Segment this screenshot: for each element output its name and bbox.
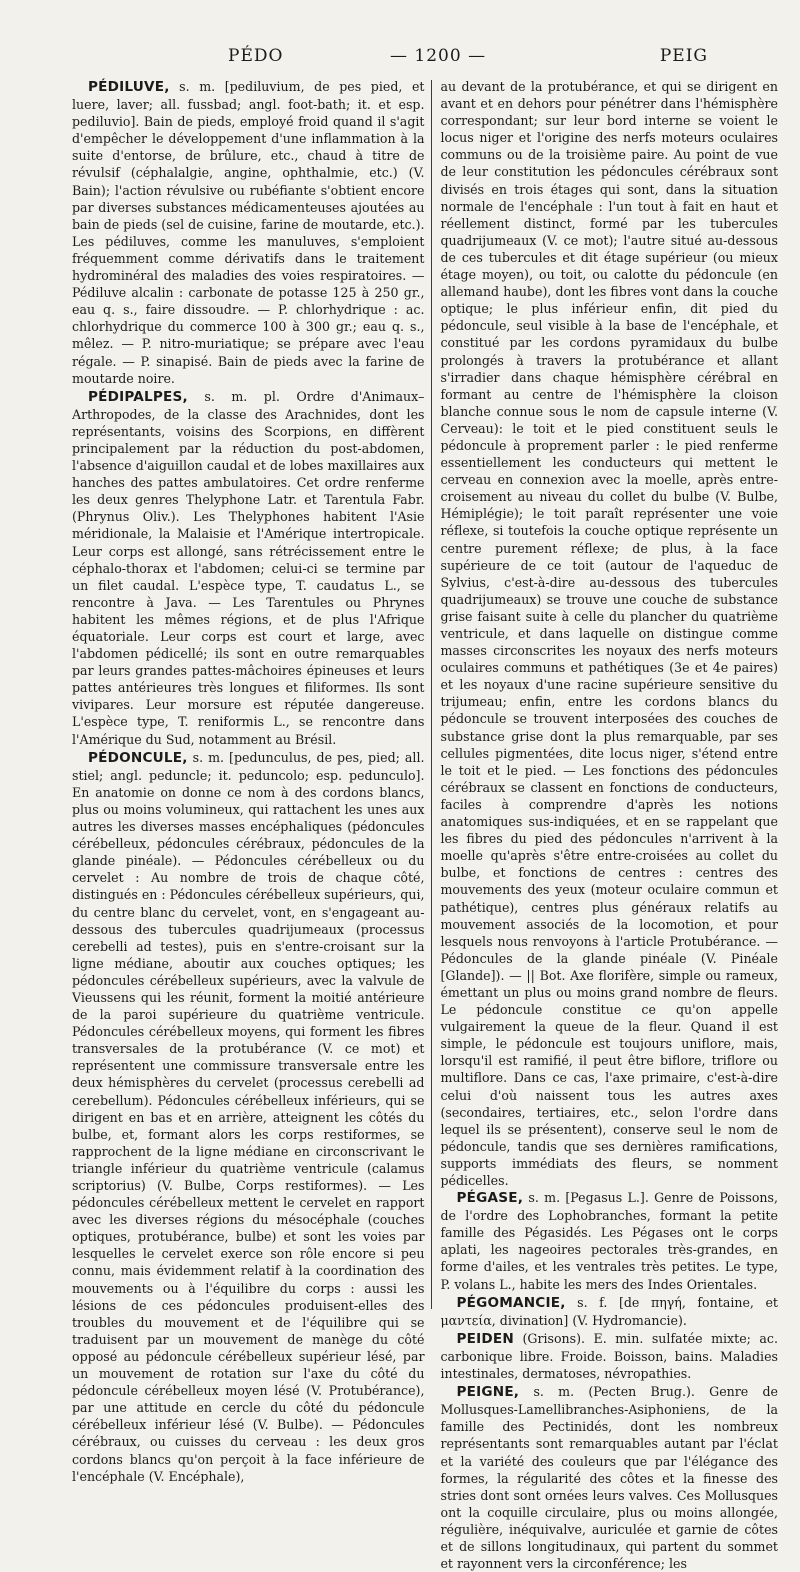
entry-pediluve xyxy=(72,78,424,387)
entry-text: s. m. [pediluvium, de pes pied, et luere, laver; all. fussbad; angl. foot-bath; it. et esp. pediluvio]. Bain de pieds, employé froid quand il s'agit d'empêcher le développement d'une inflammation à la suite d'entorse, de brûlure, etc., chaud à titre de révulsif (céphalalgie, angine, ophthalmie, etc.) (V. Bain); l'action révulsive ou rubéfiante s'obtient encore par diverses substances médicamenteuses ajoutées au bain de pieds (sel de cuisine, farine de moutarde, etc.). Les pédiluves, comme les manuluves, s'emploient fréquemment comme dérivatifs dans le traitement hydrominéral des maladies des voies respiratoires. — Pédiluve alcalin : carbonate de potasse 125 à 250 gr., eau q. s., faire dissoudre. — P. chlorhydrique : ac. chlorhydrique du commerce 100 à 300 gr.; eau q. s., mêlez. — P. nitro-muriatique; se prépare avec l'eau régale. — P. sinapisé. Bain de pieds avec la farine de moutarde noire. xyxy=(72,79,425,386)
entry-text: s. m. [pedunculus, de pes, pied; all. stiel; angl. peduncle; it. peduncolo; esp. pedunculo]. En anatomie on donne ce nom à des cordons blancs, plus ou moins volumineux, qui rattachent les unes aux autres les diverses masses encéphaliques (pédoncules cérébelleux, pédoncules cérébraux, pédoncules de la glande pinéale). — Pédoncules cérébelleux ou du cervelet : Au nombre de trois de chaque côté, distingués en : Pédoncules cérébelleux supérieurs, qui, du centre blanc du cervelet, vont, en s'engageant au-dessous des tubercules quadrijumeaux (processus cerebelli ad testes), puis en s'entre-croisant sur la ligne médiane, aboutir aux couches optiques; les pédoncules cérébelleux supérieurs, avec la valvule de Vieussens qui les réunit, forment la moitié antérieure de la paroi supérieure du quatrième ventricule. Pédoncules cérébelleux moyens, qui forment les fibres transversales de la protubérance (V. ce mot) et représentent une commissure transversale entre les deux hémisphères du cervelet (processus cerebelli ad cerebellum). Pédoncules cérébelleux inférieurs, qui se dirigent en bas et en arrière, atteignent les côtés du bulbe, et, formant alors les corps restiformes, se rapprochent de la ligne médiane en circonscrivant le triangle inférieur du quatrième ventricule (calamus scriptorius) (V. Bulbe, Corps restiformes). — Les pédoncules cérébelleux mettent le cervelet en rapport avec les diverses régions du mésocéphale (couches optiques, protubérance, bulbe) et sont les voies par lesquelles le cervelet exerce son rôle encore si peu connu, mais évidemment relatif à la coordination des mouvements ou à l'équilibre du corps : aussi les lésions de ces pédoncules produisent-elles des troubles du mouvement et de l'équilibre qui se traduisent par un mouvement de manège du côté opposé au pédoncule cérébelleux supérieur lésé, par un mouvement de rotation sur l'axe du côté du pédoncule cérébelleux moyen lésé (V. Protubérance), par une attitude en cercle du côté du pédoncule cérébelleux inférieur lésé (V. Bulbe). — Pédoncules cérébraux, ou cuisses du cerveau : les deux gros cordons blancs qu'on perçoit à la face inférieure de l'encéphale (V. Encéphale), xyxy=(72,749,425,1484)
entry-text: s. m. [Pegasus L.]. Genre de Poissons, de l'ordre des Lophobranches, formant la petite famille des Pégasidés. Les Pégases ont le corps aplati, les nageoires pectorales très-grandes, en forme d'ailes, et les ventrales très petites. Le type, P. volans L., habite les mers des Indes Orientales. xyxy=(440,1190,778,1292)
headword: PÉDIPALPES, xyxy=(88,388,188,405)
text-columns xyxy=(72,78,778,1572)
entry-text: s. m. (Pecten Brug.). Genre de Mollusques-Lamellibranches-Asiphoniens, de la famille des Pectinidés, dont les nombreux représentants sont remarquables autant par l'éclat et la variété des couleurs que par l'élégance des formes, la régularité des côtes et la finesse des stries dont sont ornées leurs valves. Ces Mollusques ont la coquille circulaire, plus ou moins allongée, régulière, inéquivalve, auriculée et garnie de côtes et de sillons longitudinaux, qui partent du sommet et rayonnent vers la circonférence; les xyxy=(440,1384,778,1572)
entry-text: (Grisons). E. min. sulfatée mixte; ac. carbonique libre. Froide. Boisson, bains. Maladies intestinales, dermatoses, névropathies. xyxy=(440,1330,778,1382)
entry-peiden xyxy=(440,1330,778,1382)
running-head xyxy=(72,46,778,72)
entry-text: au devant de la protubérance, et qui se dirigent en avant et en dehors pour pénétrer dans l'hémisphère correspondant; sur leur bord interne se voient le locus niger et l'origine des nerfs moteurs oculaires communs ou de la troisième paire. Au point de vue de leur constitution les pédoncules cérébraux sont divisés en trois étages qui sont, dans la situation normale de l'encéphale : l'un tout à fait en haut et réellement distinct, formé par les tubercules quadrijumeaux (V. ce mot); l'autre situé au-dessous de ces tubercules et dit étage supérieur (ou mieux étage moyen), ou toit, ou calotte du pédoncule (en allemand haube), dont les fibres vont dans la couche optique; le plus inférieur enfin, dit pied du pédoncule, seul visible à la base de l'encéphale, et constitué par les cordons pyramidaux du bulbe prolongés à travers la protubérance et allant s'irradier dans chaque hémisphère cérébral en formant au centre de l'hémisphère la cloison blanche connue sous le nom de capsule interne (V. Cerveau): le toit et le pied constituent seuls le pédoncule à proprement parler : le pied renferme essentiellement les conducteurs qui mettent le cerveau en connexion avec la moelle, après entre-croisement au niveau du collet du bulbe (V. Bulbe, Hémiplégie); le toit paraît représenter une voie réflexe, si toutefois la couche optique représente un centre purement réflexe; de plus, à la face supérieure de ce toit (autour de l'aqueduc de Sylvius, c'est-à-dire au-dessous des tubercules quadrijumeaux) se trouve une couche de substance grise faisant suite à celle du plancher du quatrième ventricule, et dans laquelle on distingue comme masses circonscrites les noyaux des nerfs moteurs oculaires communs et pathétiques (3e et 4e paires) et les noyaux d'une racine supérieure sensitive du trijumeau; enfin, entre les cordons blancs du pédoncule se trouvent interposées des couches de substance grise dont la plus remarquable, par ses cellules pigmentées, dite locus niger, s'étend entre le toit et le pied. — Les fonctions des pédoncules cérébraux se classent en fonctions de conducteurs, faciles à comprendre d'après les notions anatomiques sus-indiquées, et en se rappelant que les fibres du pied des pédoncules n'arrivent à la moelle qu'après s'être entre-croisées au collet du bulbe, et fonctions de centres : centres des mouvements des yeux (moteur oculaire commun et pathétique), centres plus généraux relatifs au mouvement associés de la locomotion, et pour lesquels nous renvoyons à l'article Protubérance. — Pédoncules de la glande pinéale (V. Pinéale [Glande]). — || Bot. Axe florifère, simple ou rameux, émettant un plus ou moins grand nombre de fleurs. Le pédoncule constitue ce qu'on appelle vulgairement la queue de la fleur. Quand il est simple, le pédoncule est toujours uniflore, mais, lorsqu'il est ramifié, il peut être biflore, triflore ou multiflore. Dans ce cas, l'axe primaire, c'est-à-dire celui d'où naissent tous les autres axes (secondaires, tertiaires, etc., selon l'ordre dans lequel ils se présentent), conserve seul le nom de pédoncule, tandis que ses dernières ramifications, supports immédiats des fleurs, se nomment pédicelles. xyxy=(440,79,778,1188)
headword: PEIGNE, xyxy=(456,1384,520,1401)
entry-text: s. m. pl. Ordre d'Animaux–Arthropodes, de la classe des Arachnides, dont les représentants, voisins des Scorpions, en diffèrent principalement par la réduction du post-abdomen, l'absence d'aiguillon caudal et de lobes maxillaires aux hanches des pattes ambulatoires. Cet ordre renferme les deux genres Thelyphone Latr. et Tarentula Fabr. (Phrynus Oliv.). Les Thelyphones habitent l'Asie méridionale, la Malaisie et l'Amérique intertropicale. Leur corps est allongé, sans rétrécissement entre le céphalo-thorax et l'abdomen; celui-ci se termine par un filet caudal. L'espèce type, T. caudatus L., se rencontre à Java. — Les Tarentules ou Phrynes habitent les mêmes régions, et de plus l'Afrique équatoriale. Leur corps est court et large, avec l'abdomen pédicellé; ils sont en outre remarquables par leurs grandes pattes-mâchoires épineuses et leurs pattes antérieures très longues et filiformes. Ils sont vivipares. Leur morsure est réputée dangereuse. L'espèce type, T. reniformis L., se rencontre dans l'Amérique du Sud, notamment au Brésil. xyxy=(72,388,425,747)
headword: PÉGASE, xyxy=(456,1190,524,1207)
right-column xyxy=(432,78,778,1572)
headword: PÉGOMANCIE, xyxy=(456,1294,566,1311)
entry-pegase xyxy=(440,1189,778,1293)
running-head-right: PEIG xyxy=(659,46,708,66)
headword: PÉDILUVE, xyxy=(88,79,170,95)
page-number: — 1200 — xyxy=(390,46,487,66)
running-head-left: PÉDO xyxy=(228,46,284,66)
entry-continuation xyxy=(440,78,778,1189)
entry-pedoncule xyxy=(72,749,424,1485)
entry-pedipalpes xyxy=(72,388,424,748)
headword: PEIDEN xyxy=(456,1330,514,1347)
entry-pegomancie xyxy=(440,1294,778,1329)
headword: PÉDONCULE, xyxy=(88,749,188,766)
entry-text: s. f. [de πηγή, fontaine, et μαντεία, divination] (V. Hydromancie). xyxy=(440,1294,778,1328)
left-column xyxy=(72,78,431,1484)
entry-peigne xyxy=(440,1383,778,1572)
